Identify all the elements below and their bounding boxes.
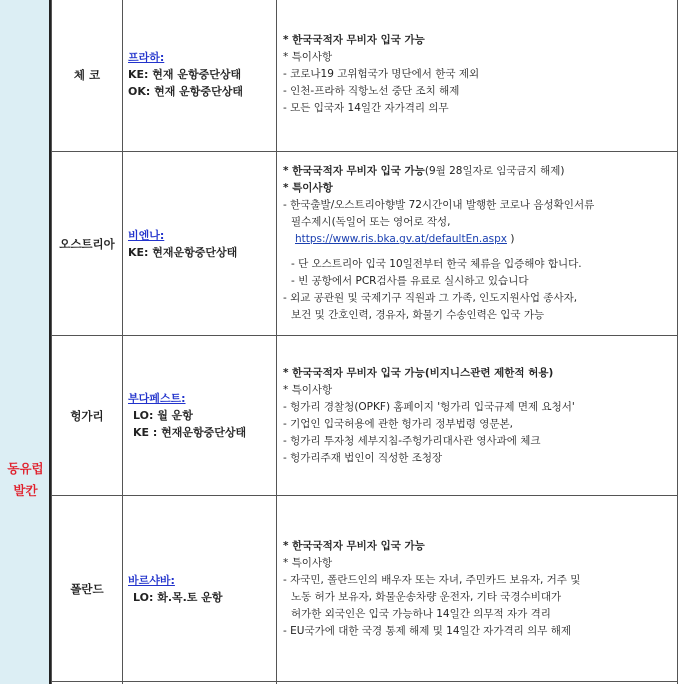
link-suffix: ) <box>507 233 515 245</box>
detail-line: - 헝가리 경찰청(OPKF) 홈페이지 '헝가리 입국규제 면제 요청서' <box>283 400 575 413</box>
detail-line <box>283 163 671 180</box>
region-label-line1: 동유럽 <box>7 461 44 476</box>
airline-status: LO: 화.목.토 운항 <box>133 590 223 604</box>
city-cell <box>123 496 277 682</box>
detail-line: - 자국민, 폴란드인의 배우자 또는 자녀, 주민카드 보유자, 거주 및 <box>283 573 581 586</box>
airline-status: KE : 현재운항중단상태 <box>133 426 247 439</box>
city-cell <box>123 336 277 496</box>
region-column <box>0 0 51 684</box>
ris-link[interactable]: https://www.ris.bka.gv.at/defaultEn.aspx <box>295 233 507 245</box>
country-cell: 헝가리 <box>52 336 123 496</box>
city-link[interactable]: 비엔나: <box>128 228 165 242</box>
detail-line: 허가한 외국인은 입국 가능하나 14일간 의무적 자가 격리 <box>291 607 551 620</box>
country-cell: 오스트리아 <box>52 152 123 336</box>
detail-line: * 한국국적자 무비자 입국 가능 <box>283 539 425 552</box>
detail-line: 노동 허가 보유자, 화물운송차량 운전자, 기타 국경수비대가 <box>291 590 562 603</box>
detail-line: 보건 및 간호인력, 경유자, 화물기 수송인력은 입국 가능 <box>291 309 545 321</box>
details-cell <box>277 336 678 496</box>
airline-status: KE: 현재운항중단상태 <box>128 245 238 259</box>
country-cell: 체 코 <box>52 0 123 152</box>
table-row-austria <box>52 152 678 336</box>
country-cell: 폴란드 <box>52 496 123 682</box>
detail-suffix: (9월 28일자로 임국금지 해제) <box>424 165 565 177</box>
city-cell <box>123 0 277 152</box>
detail-line: - 코로나19 고위험국가 명단에서 한국 제외 <box>283 68 480 80</box>
city-cell <box>123 152 277 336</box>
city-link[interactable]: 부다페스트: <box>128 392 186 405</box>
detail-line: * 특이사항 <box>283 182 333 194</box>
detail-line: * 특이사항 <box>283 383 333 396</box>
detail-line: - 빈 공항에서 PCR검사를 유료로 실시하고 있습니다 <box>291 275 529 287</box>
airline-status: KE: 현재 운항중단상태 <box>128 68 242 81</box>
details-cell <box>277 0 678 152</box>
detail-line: - 기업인 입국허용에 관한 헝가리 정부법령 영문본, <box>283 417 514 430</box>
details-cell <box>277 152 678 336</box>
detail-line: 필수제시(독일어 또는 영어로 작성, <box>291 216 451 228</box>
table-row-czech <box>52 0 678 152</box>
detail-bold: * 한국국적자 무비자 입국 가능 <box>283 165 425 177</box>
detail-line <box>283 231 671 248</box>
city-link[interactable]: 프라하: <box>128 51 165 64</box>
detail-line: * 특이사항 <box>283 51 333 63</box>
entry-restrictions-table <box>51 0 678 684</box>
spacer <box>283 248 671 256</box>
table-row-poland <box>52 496 678 682</box>
detail-line: - 헝가리주재 법인이 직성한 조청장 <box>283 451 443 464</box>
table-row-hungary <box>52 336 678 496</box>
airline-status: OK: 현재 운항중단상태 <box>128 85 243 98</box>
detail-line: * 한국국적자 무비자 입국 가능(비지니스관련 제한적 허용) <box>283 366 554 379</box>
detail-line: - 단 오스트리아 입국 10일전부터 한국 체류을 입증해야 합니다. <box>291 258 582 270</box>
detail-line: - 인천-프라하 직항노선 중단 조치 해제 <box>283 85 460 97</box>
airline-status: LO: 월 운항 <box>133 409 193 422</box>
detail-line: - EU국가에 대한 국경 통제 해제 및 14일간 자가격리 의무 해제 <box>283 624 571 637</box>
detail-line: - 헝가리 투자청 세부지침-주헝가리대사관 영사과에 체크 <box>283 434 541 447</box>
detail-line: - 모든 입국자 14일간 자가격리 의무 <box>283 102 449 114</box>
detail-line: - 한국출발/오스트리아향발 72시간이내 발행한 코로나 음성확인서류 <box>283 199 595 211</box>
region-label-line2: 발칸 <box>13 483 38 498</box>
detail-line: * 특이사항 <box>283 556 333 569</box>
detail-line: - 외교 공관원 및 국제기구 직원과 그 가족, 인도지원사업 종사자, <box>283 292 578 304</box>
city-link[interactable]: 바르샤바: <box>128 573 175 587</box>
region-label <box>0 458 51 502</box>
details-cell <box>277 496 678 682</box>
detail-line: * 한국국적자 무비자 입국 가능 <box>283 34 425 46</box>
